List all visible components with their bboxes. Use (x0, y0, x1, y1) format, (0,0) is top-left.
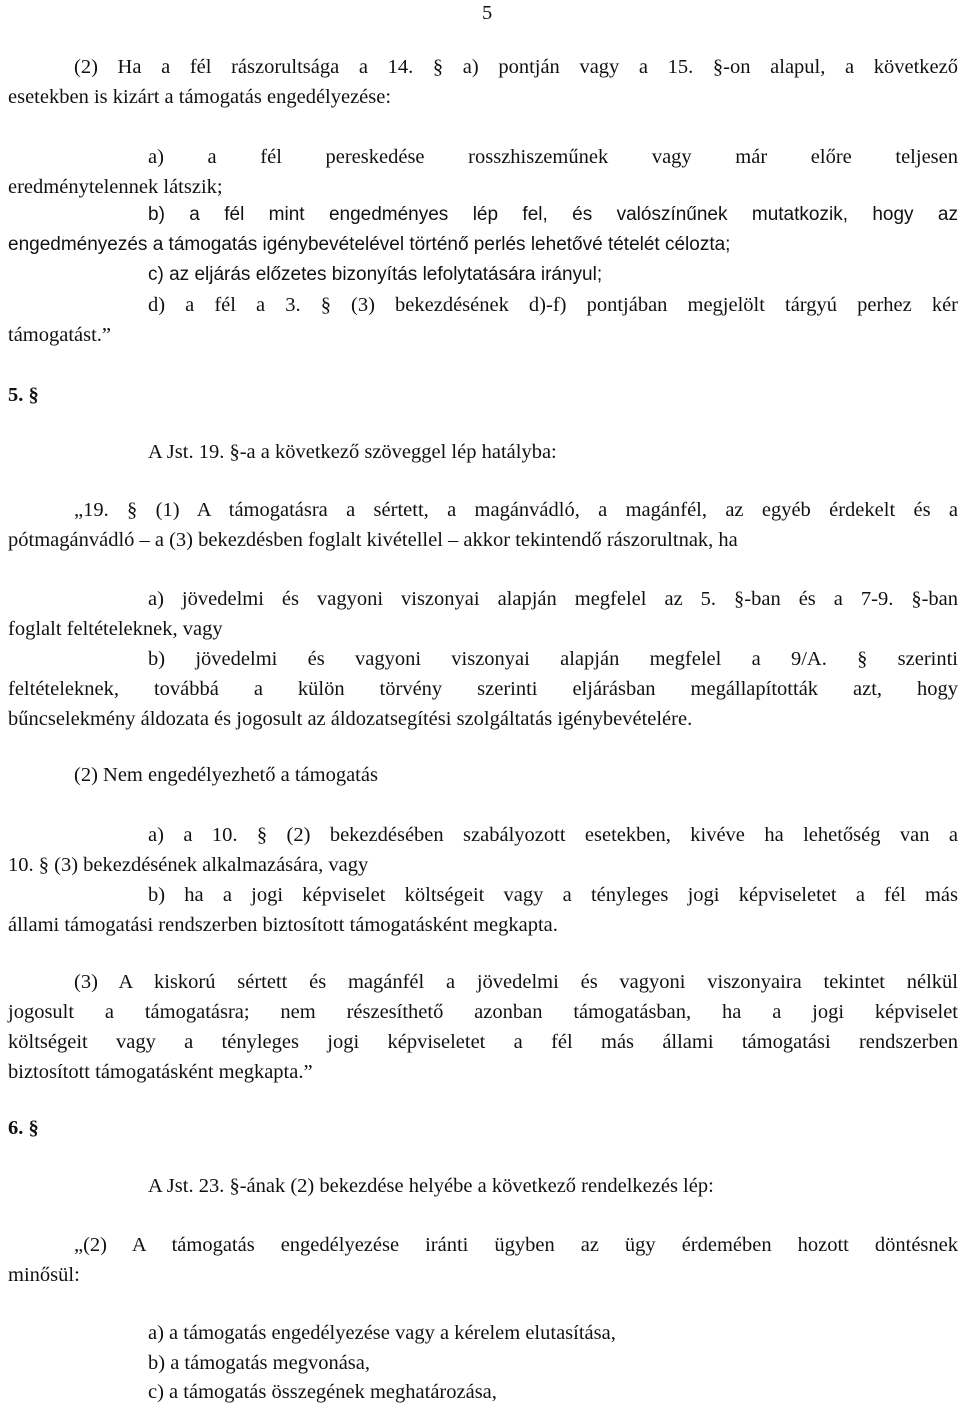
point-b-19 (8, 644, 958, 734)
text-line: a) a támogatás engedélyezése vagy a kérelem elutasítása, (148, 1322, 616, 1344)
paragraph-19-3 (8, 967, 958, 1087)
text-line: a) a fél pereskedése rosszhiszeműnek vagy már előre teljesen (148, 146, 958, 168)
text-line: c) a támogatás összegének meghatározása, (148, 1381, 497, 1403)
text-line: pótmagánvádló – a (3) bekezdésben foglalt kivétellel – akkor tekintendő rászorultnak, ha (8, 529, 738, 551)
point-b-23 (8, 1348, 958, 1378)
text-line: d) a fél a 3. § (3) bekezdésének d)-f) pontjában megjelölt tárgyú perhez kér (148, 294, 958, 316)
text-line: eredménytelennek látszik; (8, 176, 223, 198)
section-heading-5: 5. § (8, 384, 39, 406)
section-6-intro (8, 1171, 958, 1201)
point-a (8, 142, 958, 202)
paragraph-23-2 (8, 1230, 958, 1290)
text-line: jogosult a támogatásra; nem részesíthető azonban támogatásban, ha a jogi képviselet (8, 1001, 958, 1023)
text-line: a) a 10. § (2) bekezdésében szabályozott esetekben, kivéve ha lehetőség van a (148, 824, 958, 846)
point-a-19 (8, 584, 958, 644)
paragraph-2 (8, 52, 958, 112)
text-line: 10. § (3) bekezdésének alkalmazására, vagy (8, 854, 369, 876)
point-b (8, 200, 958, 260)
section-heading-6: 6. § (8, 1117, 39, 1139)
point-b-19-2 (8, 880, 958, 940)
text-line: (3) A kiskorú sértett és magánfél a jövedelmi és vagyoni viszonyaira tekintet nélkül (74, 971, 958, 993)
text-line: b) a fél mint engedményes lép fel, és valószínűnek mutatkozik, hogy az (148, 204, 958, 225)
text-line: engedményezés a támogatás igénybevételével történő perlés lehetővé tételét célozta; (8, 234, 731, 255)
text-line: „(2) A támogatás engedélyezése iránti ügyben az ügy érdemében hozott döntésnek (74, 1234, 958, 1256)
text-line: (2) Nem engedélyezhető a támogatás (74, 764, 378, 786)
text-line: a) jövedelmi és vagyoni viszonyai alapján megfelel az 5. §-ban és a 7-9. §-ban (148, 588, 958, 610)
point-c (8, 260, 958, 290)
text-line: bűncselekmény áldozata és jogosult az áldozatsegítési szolgáltatás igénybevételére. (8, 708, 693, 730)
text-line: (2) Ha a fél rászorultsága a 14. § a) pontján vagy a 15. §-on alapul, a következő (74, 56, 958, 78)
text-line: A Jst. 23. §-ának (2) bekezdése helyébe a következő rendelkezés lép: (148, 1175, 714, 1197)
point-a-23 (8, 1318, 958, 1348)
paragraph-19-2 (8, 760, 958, 790)
text-line: költségeit vagy a tényleges jogi képviseletet a fél más állami támogatási rendszerben (8, 1031, 958, 1053)
paragraph-19-1 (8, 495, 958, 555)
text-line: állami támogatási rendszerben biztosított támogatásként megkapta. (8, 914, 558, 936)
text-line: esetekben is kizárt a támogatás engedélyezése: (8, 86, 392, 108)
text-line: feltételeknek, továbbá a külön törvény szerinti eljárásban megállapították azt, hogy (8, 678, 958, 700)
text-line: b) jövedelmi és vagyoni viszonyai alapján megfelel a 9/A. § szerinti (148, 648, 958, 670)
text-line: A Jst. 19. §-a a következő szöveggel lép hatályba: (148, 441, 557, 463)
text-line: b) a támogatás megvonása, (148, 1352, 371, 1374)
text-line: foglalt feltételeknek, vagy (8, 618, 223, 640)
section-5-intro (8, 437, 958, 467)
text-line: támogatást.” (8, 324, 112, 346)
text-line: c) az eljárás előzetes bizonyítás lefolytatására irányul; (148, 264, 603, 285)
text-line: b) ha a jogi képviselet költségeit vagy a tényleges jogi képviseletet a fél más (148, 884, 958, 906)
point-a-19-2 (8, 820, 958, 880)
text-line: biztosított támogatásként megkapta.” (8, 1061, 313, 1083)
text-line: minősül: (8, 1264, 80, 1286)
point-c-23 (8, 1377, 958, 1407)
text-line: „19. § (1) A támogatásra a sértett, a magánvádló, a magánfél, az egyéb érdekelt és a (74, 499, 958, 521)
page-number: 5 (482, 2, 493, 24)
point-d (8, 290, 958, 350)
